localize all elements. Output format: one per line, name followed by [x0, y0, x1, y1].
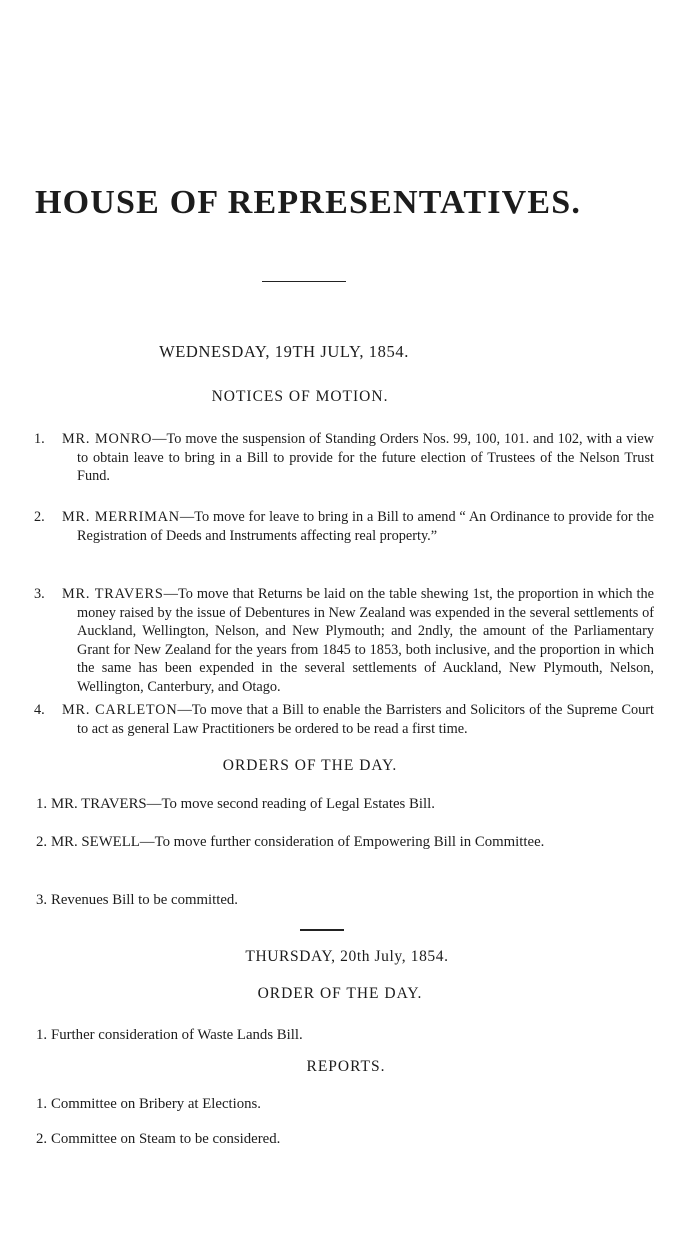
notice-member: MR. TRAVERS — [62, 586, 164, 602]
thursday-order-item-1 — [36, 1025, 656, 1045]
order-text: MR. TRAVERS—To move second reading of Legal Estates Bill. — [51, 796, 435, 812]
order-number: 3. — [36, 892, 48, 908]
notice-text: —To move for leave to bring in a Bill to amend “ An Ordinance to provide for the Registration of Deeds and Instruments affecting real property.” — [77, 509, 655, 544]
order-text: MR. SEWELL—To move further consideration of Empowering Bill in Committee. — [51, 834, 545, 850]
order-text: Further consideration of Waste Lands Bill. — [51, 1027, 303, 1043]
notice-number: 3. — [34, 586, 45, 602]
notices-heading: NOTICES OF MOTION. — [211, 388, 389, 405]
notice-member: MR. MERRIMAN — [62, 509, 180, 525]
order-item-3 — [36, 890, 656, 910]
notice-item-3 — [34, 585, 654, 696]
order-of-day-heading: ORDER OF THE DAY. — [257, 985, 423, 1002]
report-text: Committee on Bribery at Elections. — [51, 1096, 261, 1112]
wednesday-date: WEDNESDAY, 19TH JULY, 1854. — [159, 342, 409, 361]
divider — [262, 281, 346, 282]
page-title: HOUSE OF REPRESENTATIVES. — [35, 184, 582, 221]
report-number: 1. — [36, 1096, 48, 1112]
orders-heading: ORDERS OF THE DAY. — [222, 757, 398, 774]
notice-number: 4. — [34, 702, 45, 718]
notice-item-2 — [34, 508, 654, 545]
notice-number: 1. — [34, 431, 45, 447]
report-item-2 — [36, 1129, 656, 1149]
order-number: 2. — [36, 834, 48, 850]
order-item-2 — [36, 832, 656, 852]
notice-text: —To move that a Bill to enable the Barristers and Solicitors of the Supreme Court to act as general Law Practitioners be ordered to be read a first time. — [77, 702, 655, 737]
notice-member: MR. MONRO — [62, 431, 153, 447]
order-text: Revenues Bill to be committed. — [51, 892, 238, 908]
order-item-1 — [36, 794, 656, 814]
reports-heading: REPORTS. — [306, 1058, 386, 1075]
notice-item-1 — [34, 430, 654, 486]
report-number: 2. — [36, 1131, 48, 1147]
notice-item-4 — [34, 701, 654, 738]
report-text: Committee on Steam to be considered. — [51, 1131, 281, 1147]
report-item-1 — [36, 1094, 656, 1114]
thursday-date: THURSDAY, 20th July, 1854. — [245, 948, 449, 965]
notice-number: 2. — [34, 509, 45, 525]
notice-member: MR. CARLETON — [62, 702, 178, 718]
notice-text: —To move that Returns be laid on the table shewing 1st, the proportion in which the money raised by the issue of Debentures in New Zealand was expended in the several settlements of Auckland, Wellington, Nelson, and New Plymouth; and 2ndly, the amount of the Parliamentary Grant for New Zealand for the years from 1845 to 1853, both inclusive, and the proportion in which the same has been expended in the several settlements of Auckland, New Plymouth, Nelson, Wellington, Canterbury, and Otago. — [77, 586, 655, 695]
order-number: 1. — [36, 796, 48, 812]
divider — [300, 929, 344, 931]
order-number: 1. — [36, 1027, 48, 1043]
notice-text: —To move the suspension of Standing Orders Nos. 99, 100, 101. and 102, with a view to obtain leave to bring in a Bill to provide for the future election of Trustees of the Nelson Trust Fund. — [77, 431, 654, 484]
